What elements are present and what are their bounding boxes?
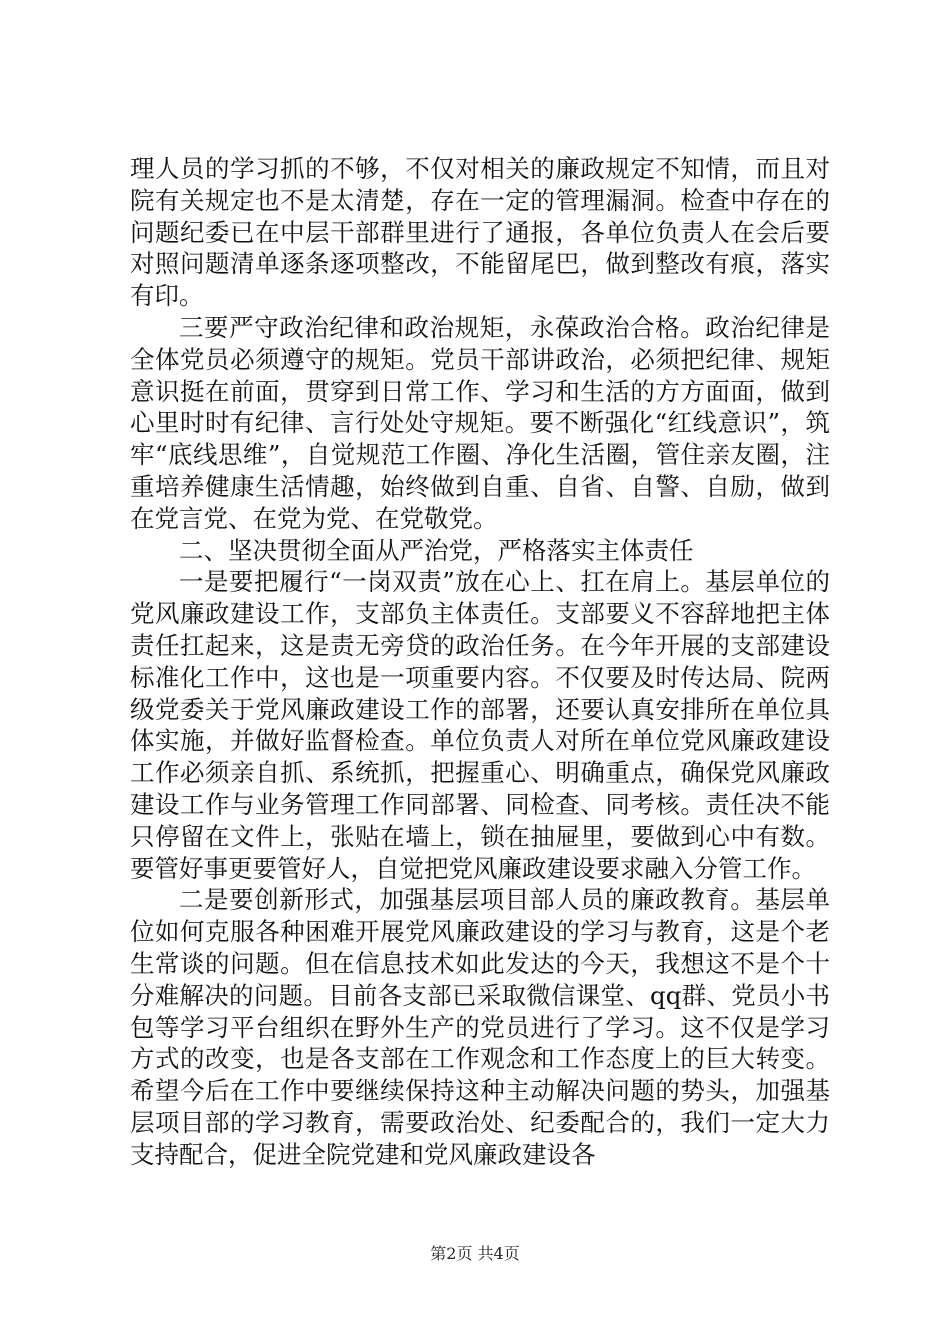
section-heading: 二、坚决贯彻全面从严治党，严格落实主体责任 (179, 535, 694, 565)
document-body (130, 153, 830, 1171)
paragraph-political-discipline: 三要严守政治纪律和政治规矩，永葆政治合格。政治纪律是全体党员必须遵守的规矩。党员干部讲政治，必须把纪律、规矩意识挺在前面，贯穿到日常工作、学习和生活的方方面面，做到心里时时有纪律、言行处处守规矩。要不断强化“红线意识”，筑牢“底线思维”，自觉规范工作圈、净化生活圈，管住亲友圈，注重培养健康生活情趣，始终做到自重、自省、自警、自励，做到在党言党、在党为党、在党敬党。 (130, 312, 830, 533)
paragraph-education: 二是要创新形式，加强基层项目部人员的廉政教育。基层单位如何克服各种困难开展党风廉政建设的学习与教育，这是个老生常谈的问题。但在信息技术如此发达的今天，我想这不是个十分难解决的问题。目前各支部已采取微信课堂、qq群、党员小书包等学习平台组织在野外生产的党员进行了学习。这不仅是学习方式的改变，也是各支部在工作观念和工作态度上的巨大转变。希望今后在工作中要继续保持这种主动解决问题的势头，加强基层项目部的学习教育，需要政治处、纪委配合的，我们一定大力支持配合，促进全院党建和党风廉政建设各 (130, 885, 830, 1169)
paragraph-responsibility: 一是要把履行“一岗双责”放在心上、扛在肩上。基层单位的党风廉政建设工作，支部负主体责任。支部要义不容辞地把主体责任扛起来，这是责无旁贷的政治任务。在今年开展的支部建设标准化工作中，这也是一项重要内容。不仅要及时传达局、院两级党委关于党风廉政建设工作的部署，还要认真安排所在单位具体实施，并做好监督检查。单位负责人对所在单位党风廉政建设工作必须亲自抓、系统抓，把握重心、明确重点，确保党风廉政建设工作与业务管理工作同部署、同检查、同考核。责任决不能只停留在文件上，张贴在墙上，锁在抽屉里，要做到心中有数。要管好事更要管好人，自觉把党风廉政建设要求融入分管工作。 (130, 567, 830, 883)
page-number-footer: 第2页 共4页 (430, 1244, 520, 1263)
paragraph-continuation: 理人员的学习抓的不够，不仅对相关的廉政规定不知情，而且对院有关规定也不是太清楚，存在一定的管理漏洞。检查中存在的问题纪委已在中层干部群里进行了通报，各单位负责人在会后要对照问题清单逐条逐项整改，不能留尾巴，做到整改有痕，落实有印。 (130, 154, 830, 311)
